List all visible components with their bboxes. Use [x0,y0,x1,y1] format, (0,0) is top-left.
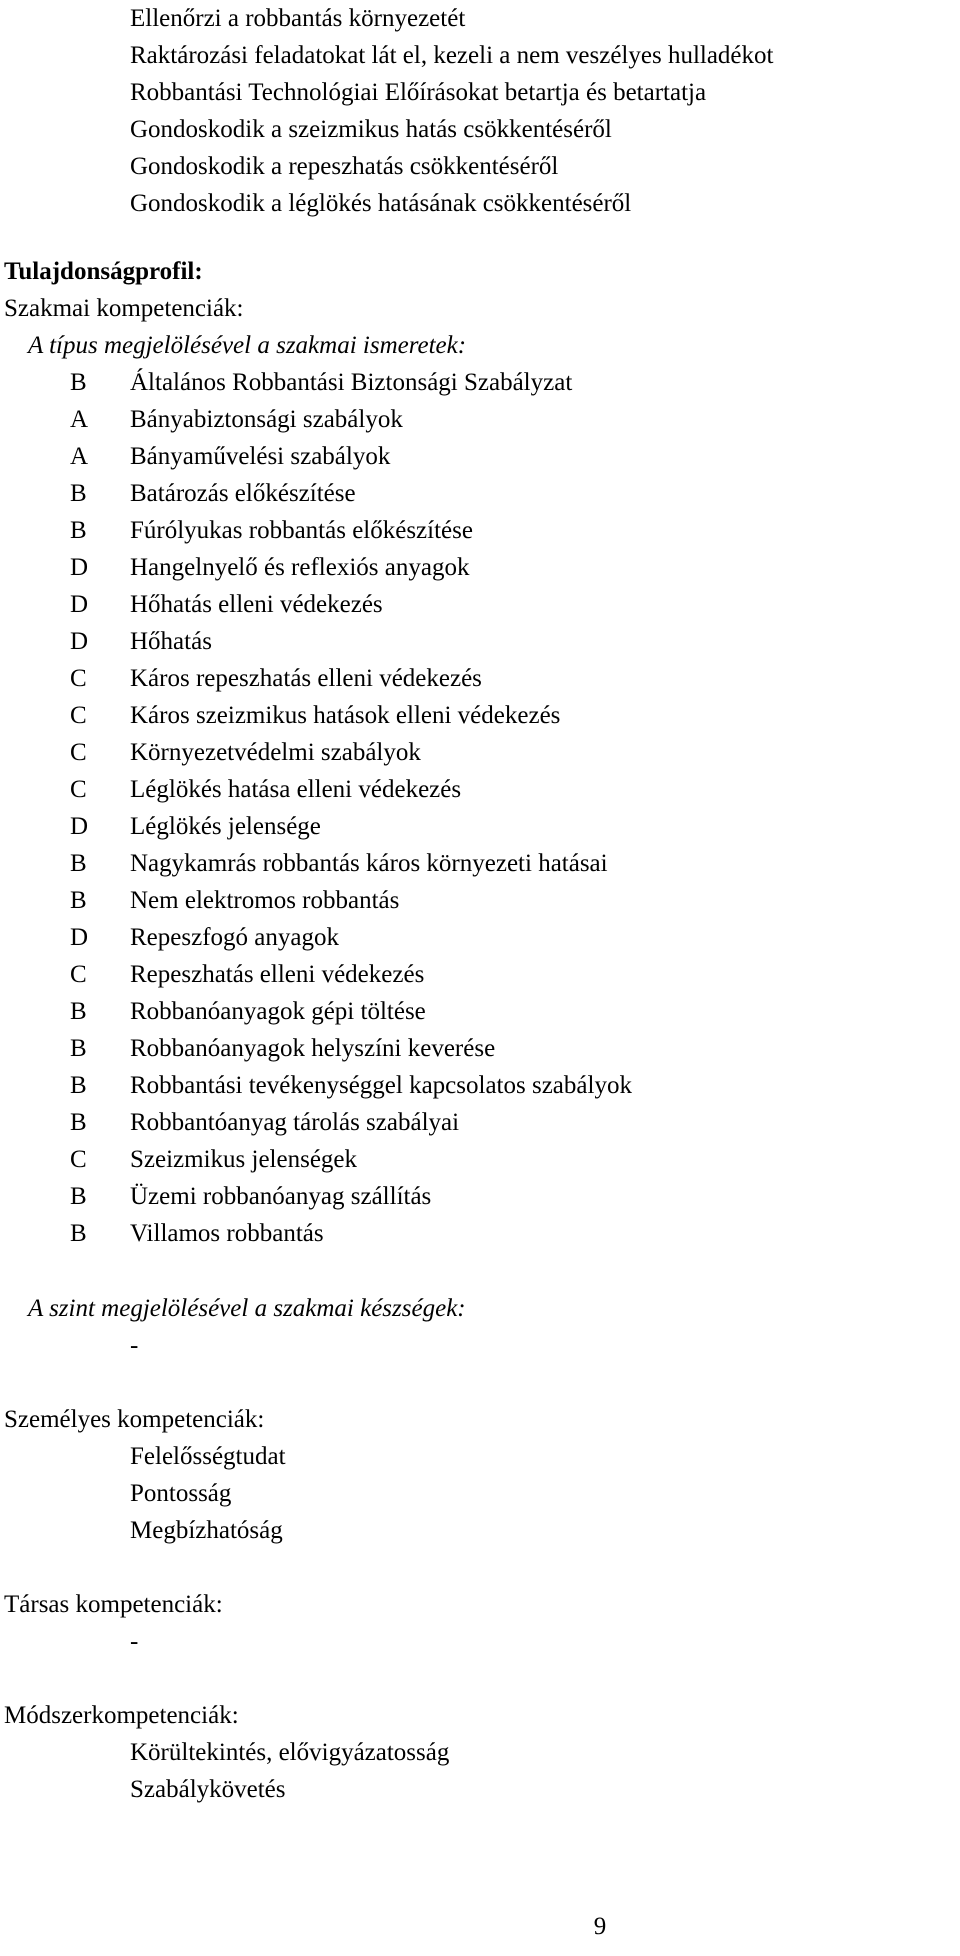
knowledge-row [0,512,960,549]
knowledge-row [0,1178,960,1215]
knowledge-level: A [70,406,89,433]
knowledge-name: Általános Robbantási Biztonsági Szabályzat [130,369,573,396]
intro-task-list [0,0,960,222]
knowledge-name: Repeszfogó anyagok [130,924,339,951]
knowledge-level: C [70,665,87,692]
knowledge-row [0,808,960,845]
knowledge-row [0,1104,960,1141]
intro-task: Raktározási feladatokat lát el, kezeli a nem veszélyes hulladékot [130,42,774,69]
knowledge-row [0,993,960,1030]
knowledge-level: C [70,1146,87,1173]
knowledge-name: Üzemi robbanóanyag szállítás [130,1183,432,1210]
method-item: Körültekintés, elővigyázatosság [130,1739,450,1766]
knowledge-row [0,956,960,993]
intro-task: Ellenőrzi a robbantás környezetét [130,5,466,32]
knowledge-row [0,1141,960,1178]
knowledge-row [0,364,960,401]
knowledge-name: Nem elektromos robbantás [130,887,400,914]
knowledge-level: C [70,776,87,803]
knowledge-row [0,845,960,882]
knowledge-list [0,364,960,1252]
knowledge-level: C [70,961,87,988]
knowledge-name: Robbanóanyagok helyszíni keverése [130,1035,496,1062]
knowledge-level: B [70,480,87,507]
knowledge-level: B [70,517,87,544]
knowledge-row [0,697,960,734]
method-section [0,1697,960,1808]
knowledge-level: B [70,1220,87,1247]
knowledge-heading: A típus megjelölésével a szakmai ismeretek: [28,332,467,359]
knowledge-name: Fúrólyukas robbantás előkészítése [130,517,473,544]
knowledge-row [0,401,960,438]
knowledge-level: D [70,628,89,655]
knowledge-level: B [70,1109,87,1136]
skills-item: - [130,1332,139,1359]
knowledge-level: B [70,1183,87,1210]
knowledge-name: Káros szeizmikus hatások elleni védekezés [130,702,561,729]
personal-item: Felelősségtudat [130,1443,286,1470]
knowledge-name: Hőhatás elleni védekezés [130,591,383,618]
knowledge-level: D [70,591,89,618]
knowledge-name: Bányaművelési szabályok [130,443,391,470]
knowledge-name: Hangelnyelő és reflexiós anyagok [130,554,470,581]
knowledge-name: Batározás előkészítése [130,480,356,507]
intro-task: Gondoskodik a repeszhatás csökkentéséről [130,153,559,180]
knowledge-name: Robbantási tevékenységgel kapcsolatos szabályok [130,1072,632,1099]
knowledge-name: Bányabiztonsági szabályok [130,406,403,433]
method-heading: Módszerkompetenciák: [4,1702,239,1729]
knowledge-level: D [70,924,89,951]
knowledge-row [0,438,960,475]
knowledge-level: B [70,850,87,877]
knowledge-row [0,475,960,512]
knowledge-row [0,660,960,697]
knowledge-level: B [70,998,87,1025]
knowledge-name: Léglökés hatása elleni védekezés [130,776,462,803]
knowledge-name: Villamos robbantás [130,1220,324,1247]
social-heading: Társas kompetenciák: [4,1591,223,1618]
knowledge-row [0,882,960,919]
intro-task: Gondoskodik a szeizmikus hatás csökkentéséről [130,116,612,143]
knowledge-name: Robbantóanyag tárolás szabályai [130,1109,460,1136]
page-number: 9 [593,1913,607,1940]
intro-task: Gondoskodik a léglökés hatásának csökkentéséről [130,190,632,217]
knowledge-level: D [70,813,89,840]
knowledge-name: Környezetvédelmi szabályok [130,739,421,766]
knowledge-row [0,919,960,956]
knowledge-level: B [70,1072,87,1099]
profile-section [0,253,960,364]
social-item: - [130,1628,139,1655]
social-section [0,1586,960,1660]
knowledge-level: C [70,702,87,729]
knowledge-row [0,623,960,660]
professional-heading: Szakmai kompetenciák: [4,295,244,322]
knowledge-row [0,734,960,771]
knowledge-name: Repeszhatás elleni védekezés [130,961,425,988]
knowledge-name: Káros repeszhatás elleni védekezés [130,665,482,692]
knowledge-name: Hőhatás [130,628,212,655]
knowledge-level: B [70,1035,87,1062]
personal-item: Megbízhatóság [130,1517,283,1544]
knowledge-row [0,771,960,808]
intro-task: Robbantási Technológiai Előírásokat betartja és betartatja [130,79,707,106]
skills-heading: A szint megjelölésével a szakmai készségek: [28,1295,466,1322]
knowledge-name: Nagykamrás robbantás káros környezeti hatásai [130,850,608,877]
knowledge-row [0,1067,960,1104]
skills-section [0,1290,960,1364]
knowledge-row [0,549,960,586]
profile-heading: Tulajdonságprofil: [4,258,203,285]
knowledge-row [0,1030,960,1067]
knowledge-row [0,1215,960,1252]
knowledge-level: D [70,554,89,581]
personal-item: Pontosság [130,1480,232,1507]
personal-section [0,1401,960,1549]
knowledge-name: Szeizmikus jelenségek [130,1146,358,1173]
knowledge-level: C [70,739,87,766]
knowledge-name: Robbanóanyagok gépi töltése [130,998,426,1025]
knowledge-level: A [70,443,89,470]
knowledge-name: Léglökés jelensége [130,813,321,840]
method-item: Szabálykövetés [130,1776,286,1803]
knowledge-level: B [70,369,87,396]
knowledge-level: B [70,887,87,914]
knowledge-row [0,586,960,623]
personal-heading: Személyes kompetenciák: [4,1406,265,1433]
